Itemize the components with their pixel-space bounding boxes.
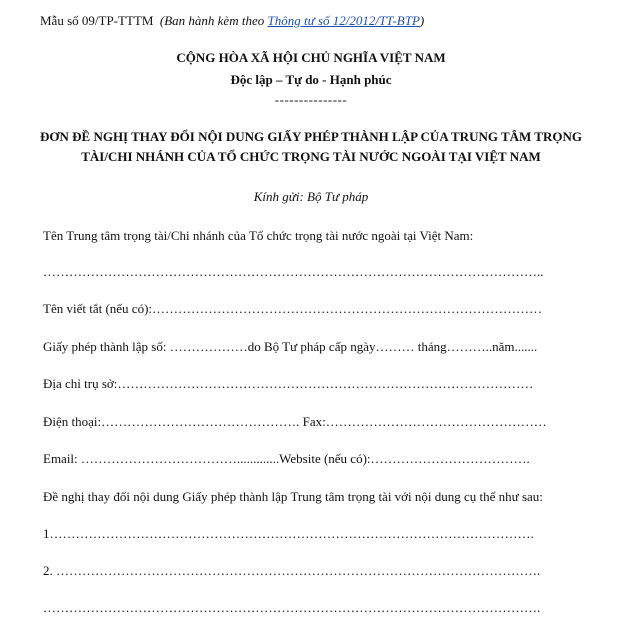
issued-prefix: (Ban hành kèm theo (159, 13, 268, 28)
request-item-2: 2. …………………………………………………………………………………………………. (43, 563, 541, 578)
separator: --------------- (274, 92, 348, 107)
document-title-line1: ĐƠN ĐỀ NGHỊ THAY ĐỔI NỘI DUNG GIẤY PHÉP THÀNH LẬP CỦA TRUNG TÂM TRỌNG (40, 129, 582, 144)
center-name-blank: …………………………………………………………………………………………………….. (43, 264, 544, 279)
request-statement: Đề nghị thay đổi nội dung Giấy phép thành lập Trung tâm trọng tài với nội dung cụ thể như sau: (43, 489, 543, 504)
phone-fax-field: Điện thoại:………………………………………. Fax:…………………………………………… (43, 414, 547, 429)
email-website-field: Email: ……………………………….............Website (nếu có):………………………………. (43, 451, 530, 466)
form-header (40, 13, 424, 29)
recipient: Kính gửi: Bộ Tư pháp (253, 189, 369, 204)
abbreviation-field: Tên viết tắt (nếu có):……………………………………………………………………………… (43, 301, 543, 316)
issued-suffix: ) (419, 13, 425, 28)
motto: Độc lập – Tự do - Hạnh phúc (230, 72, 392, 87)
request-item-1: 1…………………………………………………………………………………………………. (43, 526, 534, 541)
document-title-line2: TÀI/CHI NHÁNH CỦA TỔ CHỨC TRỌNG TÀI NƯỚC NGOÀI TẠI VIỆT NAM (81, 149, 541, 164)
country-heading: CỘNG HÒA XÃ HỘI CHỦ NGHĨA VIỆT NAM (176, 50, 446, 65)
form-code: Mẫu số 09/TP-TTTM (40, 13, 154, 28)
circular-link[interactable]: Thông tư số 12/2012/TT-BTP (267, 13, 420, 28)
center-name-label: Tên Trung tâm trọng tài/Chi nhánh của Tổ chức trọng tài nước ngoài tại Việt Nam: (43, 228, 474, 243)
license-field: Giấy phép thành lập số: ………………do Bộ Tư pháp cấp ngày……… tháng………..năm....... (43, 339, 538, 354)
address-field: Địa chỉ trụ sở:…………………………………………………………………………………… (43, 376, 534, 391)
request-item-3: ……………………………………………………………………………………………………. (43, 600, 541, 615)
